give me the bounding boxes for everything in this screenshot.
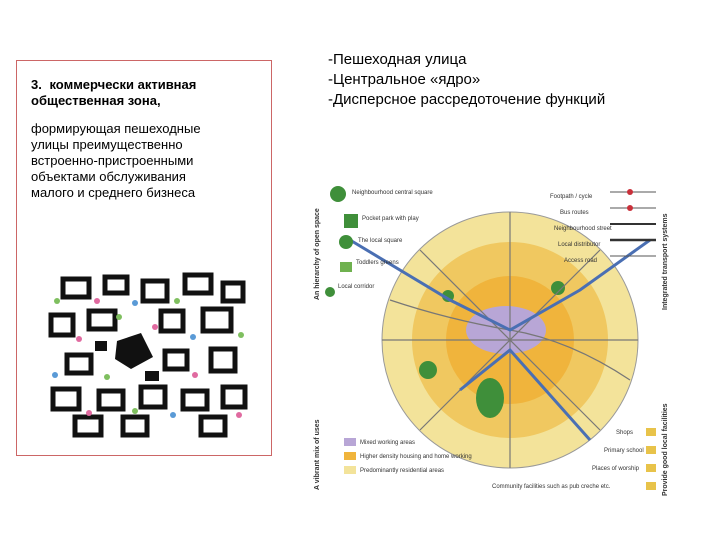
body-line: улицы преимущественно xyxy=(31,137,183,152)
heading-number: 3. xyxy=(31,77,42,92)
facility-label: Community facilities such as pub creche etc. xyxy=(492,484,611,490)
open-space-label: The local square xyxy=(358,238,403,244)
side-label: A vibrant mix of uses xyxy=(314,419,321,490)
open-space-label: Pocket park with play xyxy=(362,216,419,222)
facility-label: Primary school xyxy=(604,448,644,454)
open-space-label: Toddlers greens xyxy=(356,260,399,266)
body-line: объектами обслуживания xyxy=(31,169,186,184)
neighbourhood-diagram xyxy=(310,180,710,500)
facility-label: Places of worship xyxy=(592,466,640,472)
body-line: малого и среднего бизнеса xyxy=(31,185,196,200)
left-text xyxy=(31,77,261,201)
side-label: Provide good local facilities xyxy=(662,403,669,496)
feature-item: -Центральное «ядро» xyxy=(328,71,481,88)
feature-item: -Пешеходная улица xyxy=(328,51,467,68)
transport-label: Neighbourhood street xyxy=(554,226,612,232)
use-label: Predominantly residential areas xyxy=(360,468,445,474)
body-line: формирующая пешеходные xyxy=(31,121,201,136)
left-panel xyxy=(16,60,272,456)
panel-body xyxy=(31,121,261,201)
feature-list xyxy=(328,50,605,110)
panel-heading xyxy=(31,77,261,109)
open-space-label: Neighbourhood central square xyxy=(352,190,433,196)
neighbourhood-plan xyxy=(310,180,710,500)
facility-label: Shops xyxy=(616,430,634,436)
transport-label: Access road xyxy=(564,258,598,264)
use-label: Mixed working areas xyxy=(360,440,416,446)
figure-ground-map xyxy=(45,271,255,441)
side-label: An hierarchy of open space xyxy=(314,208,321,300)
body-line: встроенно-пристроенными xyxy=(31,153,194,168)
use-label: Higher density housing and home working xyxy=(360,454,472,460)
side-label: Integrated transport systems xyxy=(662,213,669,310)
transport-label: Footpath / cycle xyxy=(550,194,593,200)
heading-line-1: коммерчески активная xyxy=(49,77,197,92)
open-space-label: Local corridor xyxy=(338,284,375,290)
transport-label: Bus routes xyxy=(560,210,589,216)
feature-item: -Дисперсное рассредоточение функций xyxy=(328,91,606,108)
heading-line-2: общественная зона, xyxy=(31,93,161,108)
transport-label: Local distributor xyxy=(558,242,601,248)
